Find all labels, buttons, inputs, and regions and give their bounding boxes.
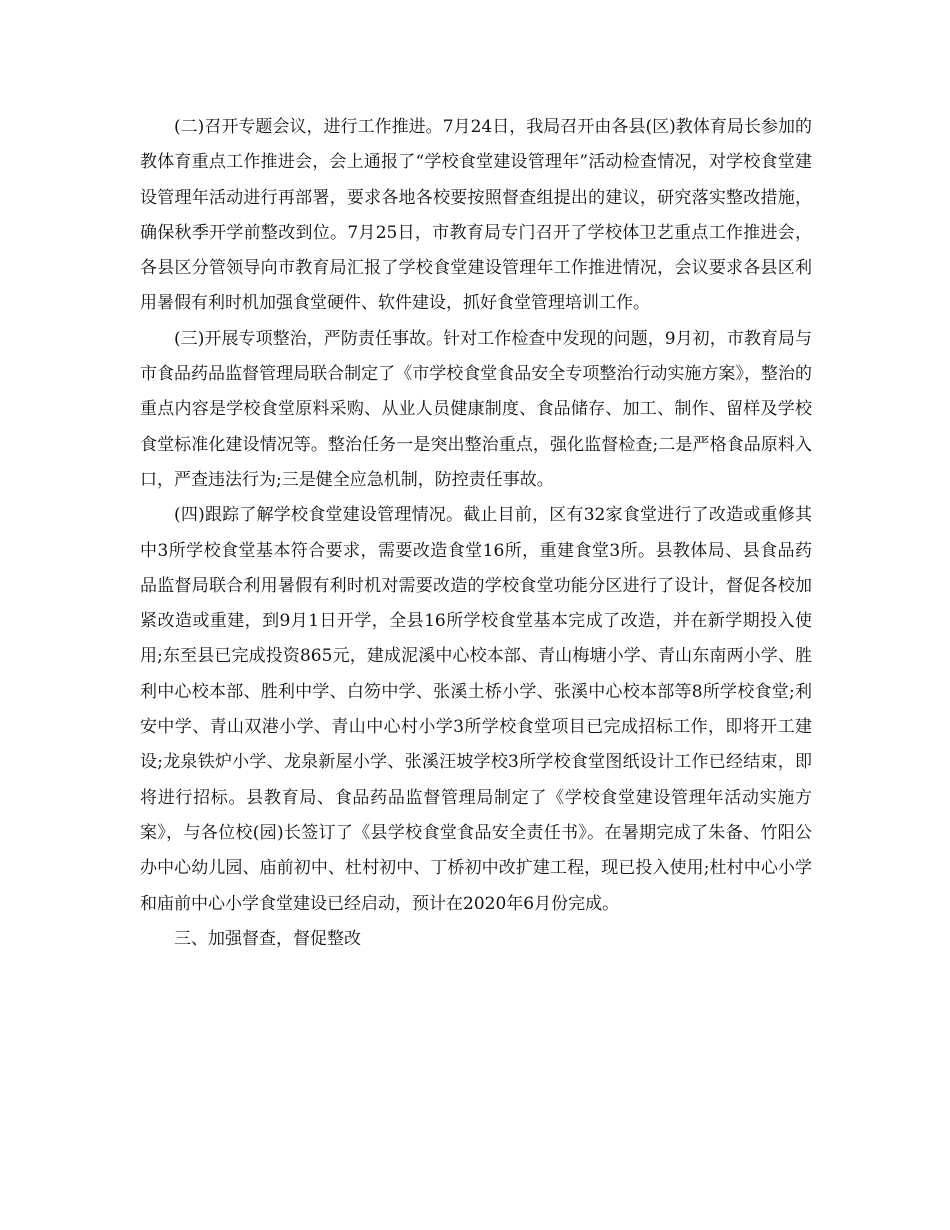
paragraph-canteen-tracking: (四)跟踪了解学校食堂建设管理情况。截止目前，区有32家食堂进行了改造或重修其中3所学校食堂基本符合要求，需要改造食堂16所，重建食堂3所。县教体局、县食品药品监督局联合利用暑假有利时机对需要改造的学校食堂功能分区进行了设计，督促各校加紧改造或重建，到9月1日开学，全县16所学校食堂基本完成了改造，并在新学期投入使用;东至县已完成投资865元，建成泥溪中心校本部、青山梅塘小学、青山东南两小学、胜利中心校本部、胜利中学、白笏中学、张溪土桥小学、张溪中心校本部等8所学校食堂;利安中学、青山双港小学、青山中心村小学3所学校食堂项目已完成招标工作，即将开工建设;龙泉铁炉小学、龙泉新屋小学、张溪汪坡学校3所学校食堂图纸设计工作已经结束，即将进行招标。县教育局、食品药品监督管理局制定了《学校食堂建设管理年活动实施方案》，与各位校(园)长签订了《县学校食堂食品安全责任书》。在暑期完成了朱备、竹阳公办中心幼儿园、庙前初中、杜村初中、丁桥初中改扩建工程，现已投入使用;杜村中心小学和庙前中心小学食堂建设已经启动，预计在2020年6月份完成。 [140, 505, 812, 914]
document-body [140, 110, 812, 957]
paragraph-special-rectification: (三)开展专项整治，严防责任事故。针对工作检查中发现的问题，9月初，市教育局与市食品药品监督管理局联合制定了《市学校食堂食品安全专项整治行动实施方案》，整治的重点内容是学校食堂原料采购、从业人员健康制度、食品储存、加工、制作、留样及学校食堂标准化建设情况等。整治任务一是突出整治重点，强化监督检查;二是严格食品原料入口，严查违法行为;三是健全应急机制，防控责任事故。 [140, 328, 812, 490]
section-heading: 三、加强督查，督促整改 [174, 928, 361, 949]
paragraph-special-meeting: (二)召开专题会议，进行工作推进。7月24日，我局召开由各县(区)教体育局长参加的教体育重点工作推进会，会上通报了“学校食堂建设管理年”活动检查情况，对学校食堂建设管理年活动进行再部署，要求各地各校要按照督查组提出的建议，研究落实整改措施，确保秋季开学前整改到位。7月25日，市教育局专门召开了学校体卫艺重点工作推进会，各县区分管领导向市教育局汇报了学校食堂建设管理年工作推进情况，会议要求各县区利用暑假有利时机加强食堂硬件、软件建设，抓好食堂管理培训工作。 [140, 117, 812, 314]
